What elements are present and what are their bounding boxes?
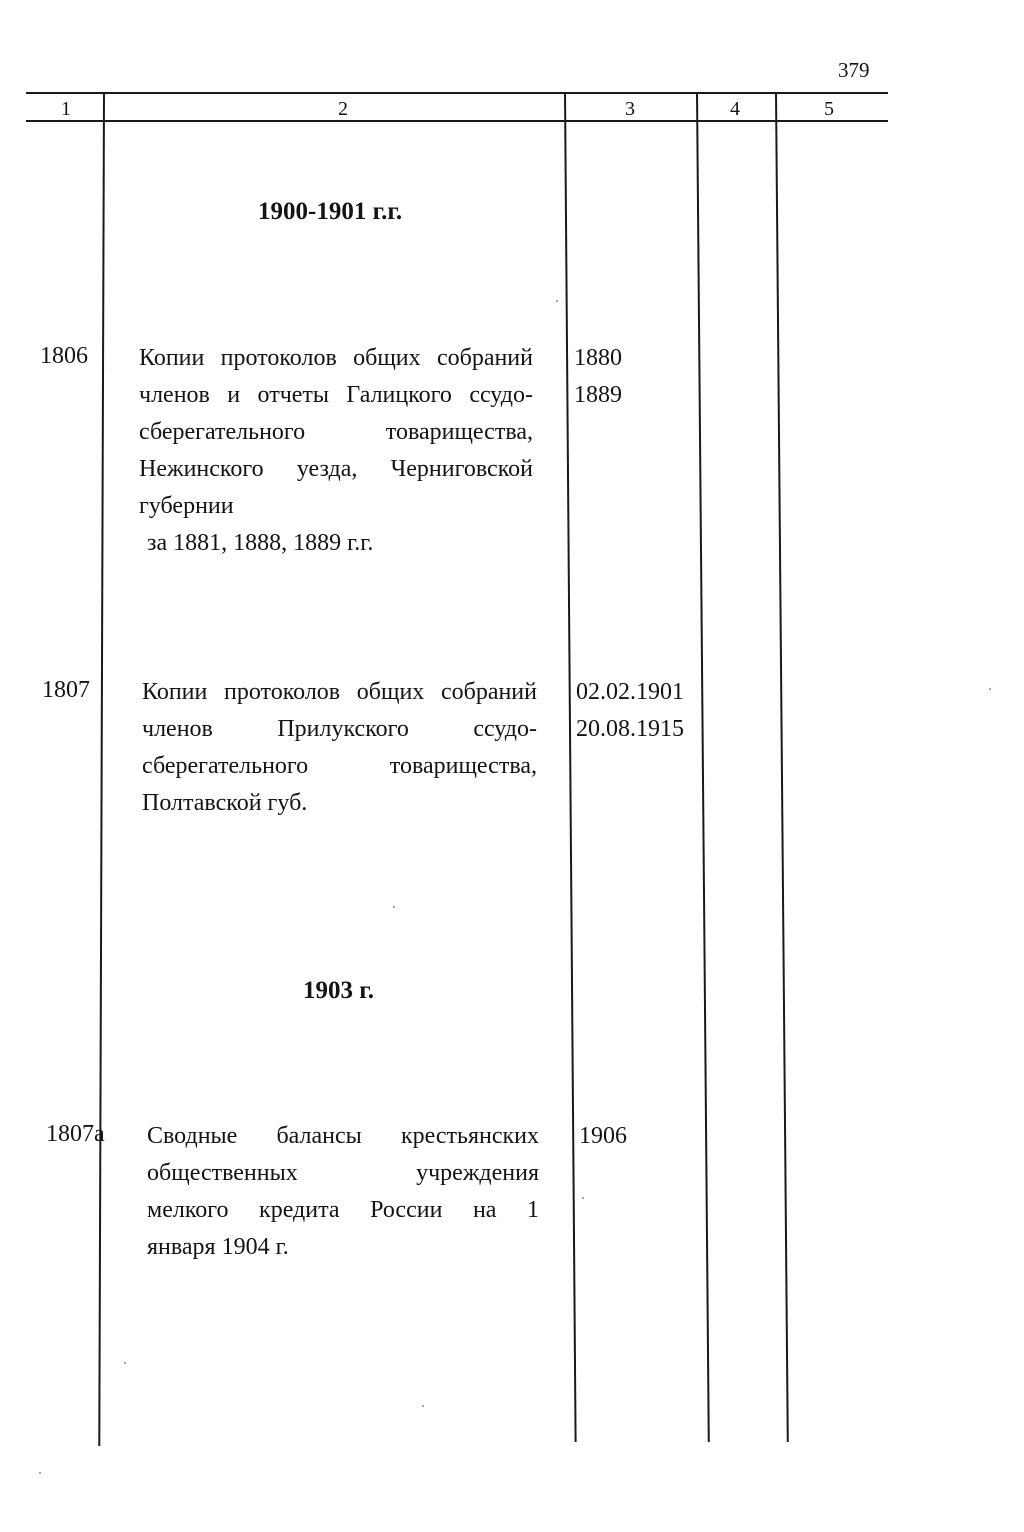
description-line: сберегательного товарищества, [139, 419, 533, 445]
column-header-3: 3 [625, 98, 635, 120]
column-header-5: 5 [824, 98, 834, 120]
header-top-rule [26, 92, 888, 94]
header-bottom-rule [26, 120, 888, 122]
scan-speck [124, 1362, 126, 1364]
description-line: Копии протоколов общих собраний [142, 679, 537, 705]
description-line: Нежинского уезда, Черниговской [139, 456, 533, 482]
description-line: Сводные балансы крестьянских [147, 1123, 539, 1149]
entry-description [142, 674, 537, 822]
entry-dates [579, 1118, 627, 1155]
entry-date: 02.02.1901 [576, 679, 684, 705]
description-line: членов Прилукского ссудо- [142, 716, 537, 742]
description-line: общественных учреждения [147, 1160, 539, 1186]
entry-dates [576, 674, 684, 748]
description-line: мелкого кредита России на 1 [147, 1197, 539, 1223]
entry-number: 1806 [40, 343, 88, 369]
page-number: 379 [838, 58, 870, 82]
column-rule-1 [98, 92, 105, 1446]
scan-speck [422, 1405, 424, 1407]
scan-speck [393, 906, 395, 908]
column-header-1: 1 [61, 98, 71, 120]
entry-date: 20.08.1915 [576, 716, 684, 742]
scan-speck [582, 1197, 584, 1199]
description-line: за 1881, 1888, 1889 г.г. [147, 530, 374, 556]
entry-date: 1880 [574, 345, 622, 371]
column-rule-3 [696, 92, 710, 1442]
scan-speck [39, 1472, 41, 1474]
scan-speck [989, 688, 991, 690]
description-line: Полтавской губ. [142, 790, 308, 816]
column-header-4: 4 [730, 98, 740, 120]
entry-dates [574, 340, 622, 414]
description-line: сберегательного товарищества, [142, 753, 537, 779]
scan-speck [556, 300, 558, 302]
description-line: Копии протоколов общих собраний [139, 345, 533, 371]
description-line: января 1904 г. [147, 1234, 289, 1260]
entry-number: 1807 [42, 677, 90, 703]
entry-number: 1807а [46, 1121, 105, 1147]
column-rule-2 [564, 92, 577, 1442]
section-heading: 1900-1901 г.г. [258, 198, 403, 225]
description-line: губернии [139, 493, 234, 519]
entry-description [147, 1118, 539, 1266]
description-line: членов и отчеты Галицкого ссудо- [139, 382, 533, 408]
column-header-2: 2 [338, 98, 348, 120]
entry-date: 1906 [579, 1123, 627, 1149]
column-rule-4 [775, 92, 789, 1442]
entry-description [139, 340, 533, 562]
section-heading: 1903 г. [303, 977, 375, 1004]
entry-date: 1889 [574, 382, 622, 408]
